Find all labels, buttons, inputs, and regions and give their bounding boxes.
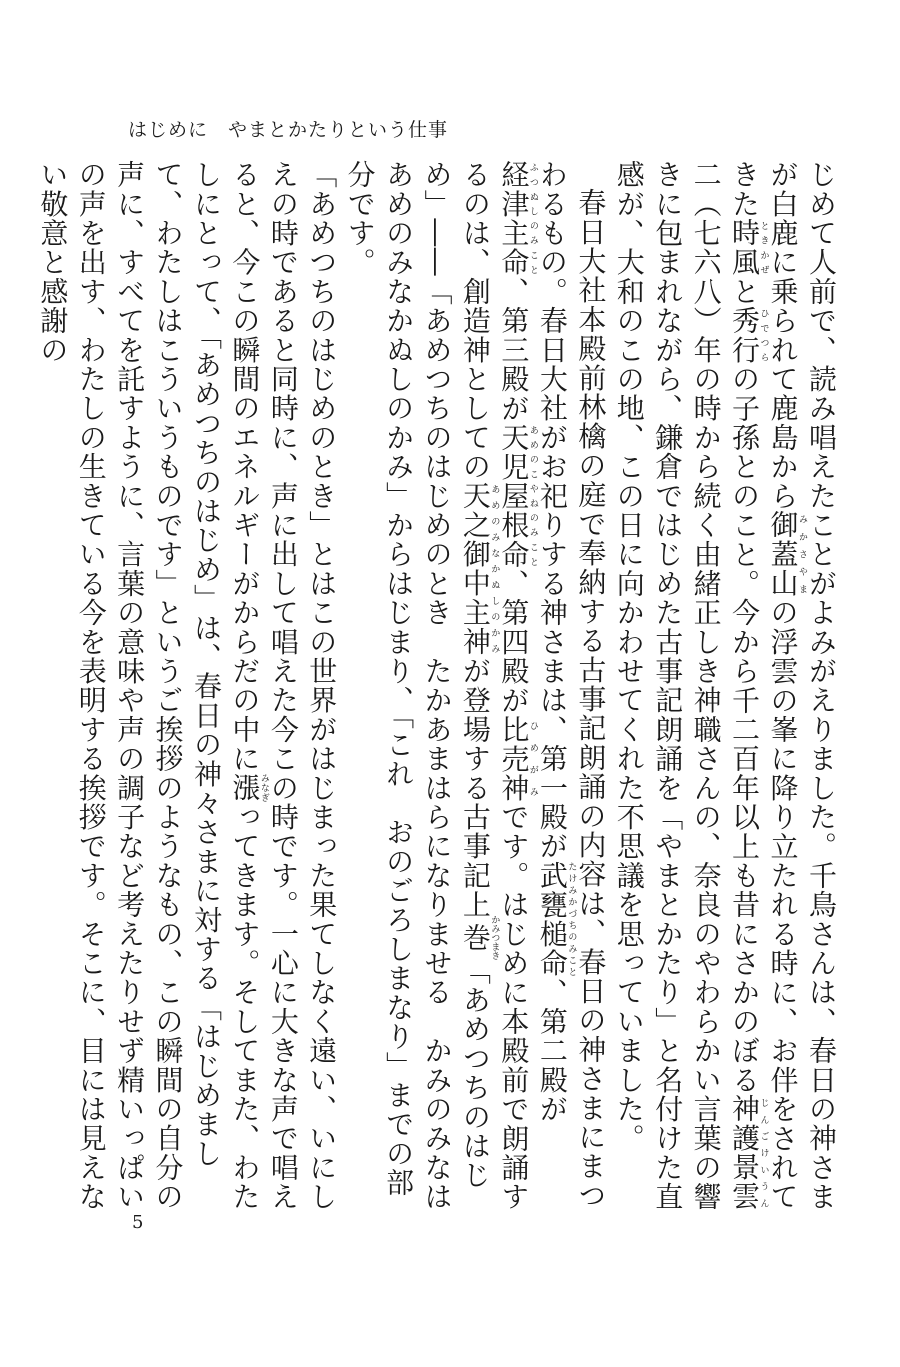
text-run: ってきます。そしてまた、わたしにとって、「あめつちのはじめ」は、春日の神々さまに対する「はじめまして、わたしはこういうものです」というご挨拶のようなもの、この瞬間の自分の声に、すべてを託すように、言葉の意味や声の調子など考えたりせず精いっぱいの声を出す、わたしの生きている今を表明する挨拶です。そこに、目には見えない敬意と感謝の: [36, 160, 262, 1212]
ruby-base: 天児屋根命: [497, 422, 531, 569]
ruby-base: 経津主命: [497, 160, 531, 277]
furigana: みなぎ: [258, 773, 269, 803]
ruby-base: 漲: [228, 773, 262, 803]
ruby-base: 御蓋山: [766, 510, 800, 599]
ruby-annotated-word: [497, 160, 538, 277]
text-run: 「あめつちのはじめのとき」とはこの世界がはじまった果てしなく遠い、いにしえの時であると同時に、声に出して唱えた今この時です。一心に大きな声で唱えると、今この瞬間のエネルギーがからだの中に: [228, 160, 339, 1212]
furigana: たけみかづちのみこと: [566, 860, 577, 978]
furigana: かみつまき: [489, 915, 500, 961]
furigana: じんごけいうん: [758, 1094, 769, 1212]
ruby-annotated-word: [497, 714, 538, 803]
text-run: の浮雲の峯に降り立たれる時に、お伴をされてきた: [728, 160, 800, 1212]
ruby-base: 時風: [728, 218, 761, 277]
page-number: 5: [132, 1212, 144, 1233]
furigana: あめのこやねのみこと: [527, 422, 538, 569]
ruby-base: 神護景雲: [728, 1094, 761, 1212]
running-header: はじめに やまとかたりという仕事: [128, 119, 449, 141]
ruby-base: 武甕槌命: [535, 860, 569, 978]
text-run: です。はじめに本殿前で朗誦するのは、創造神としての: [458, 160, 531, 1212]
furigana: あめのみなかぬしのかみ: [489, 481, 500, 657]
ruby-annotated-word: [535, 860, 577, 978]
text-run: が登場する古事記上: [458, 656, 492, 920]
text-run: 二（七六八）年の時から続く由緒正しき神職さんの、奈良のやわらかい言葉の響きに包まれながら、鎌倉ではじめた古事記朗誦を「やまとかたり」と名付けた直感が、大和のこの地、この日に向かわせてくれた不思議を思っていました。: [612, 160, 723, 1212]
paragraph: [609, 160, 840, 1222]
ruby-annotated-word: [766, 510, 807, 599]
text-run: 春日大社本殿前林檎の庭で奉納する古事記朗誦の内容は、春日の神さまにまつわるもの。春日大社がお祀りする神さまは、第一殿が: [535, 160, 608, 1211]
ruby-annotated-word: [728, 218, 769, 277]
text-run: 、第三殿が: [497, 276, 531, 423]
text-run: 「あめつちのはじめ」――「あめつちのはじめのとき たかあまはらになりませる かみのみなは あめのみなかぬしのかみ」からはじまり、「これ おのごろしまなり」までの部分です。: [343, 160, 492, 1241]
furigana: ときかぜ: [758, 218, 769, 277]
furigana: みかさやま: [797, 510, 807, 598]
furigana: ひでつら: [758, 306, 769, 365]
ruby-base: 巻: [458, 915, 492, 961]
ruby-annotated-word: [458, 481, 500, 657]
ruby-base: 秀行: [728, 306, 761, 365]
body-text: [36, 160, 840, 1241]
text-run: と: [728, 276, 761, 307]
paragraph: [33, 160, 340, 1222]
ruby-annotated-word: [458, 915, 500, 961]
text-run: 、第四殿が: [497, 568, 531, 715]
text-run: の子孫とのこと。今から千二百年以上も昔にさかのぼる: [728, 364, 761, 1095]
text-run: 、第二殿が: [535, 977, 569, 1124]
paragraph: [340, 160, 609, 1241]
ruby-base: 天之御中主神: [458, 481, 492, 657]
ruby-annotated-word: [497, 422, 538, 569]
ruby-annotated-word: [728, 306, 769, 365]
ruby-annotated-word: [228, 773, 269, 803]
furigana: ひめがみ: [527, 714, 538, 803]
furigana: ふつぬしのみこと: [527, 160, 538, 277]
text-run: じめて人前で、読み唱えたことがよみがえりました。千鳥さんは、春日の神さまが白鹿に乗られて鹿島から: [766, 160, 838, 1212]
ruby-annotated-word: [728, 1094, 769, 1212]
ruby-base: 比売神: [497, 714, 531, 803]
